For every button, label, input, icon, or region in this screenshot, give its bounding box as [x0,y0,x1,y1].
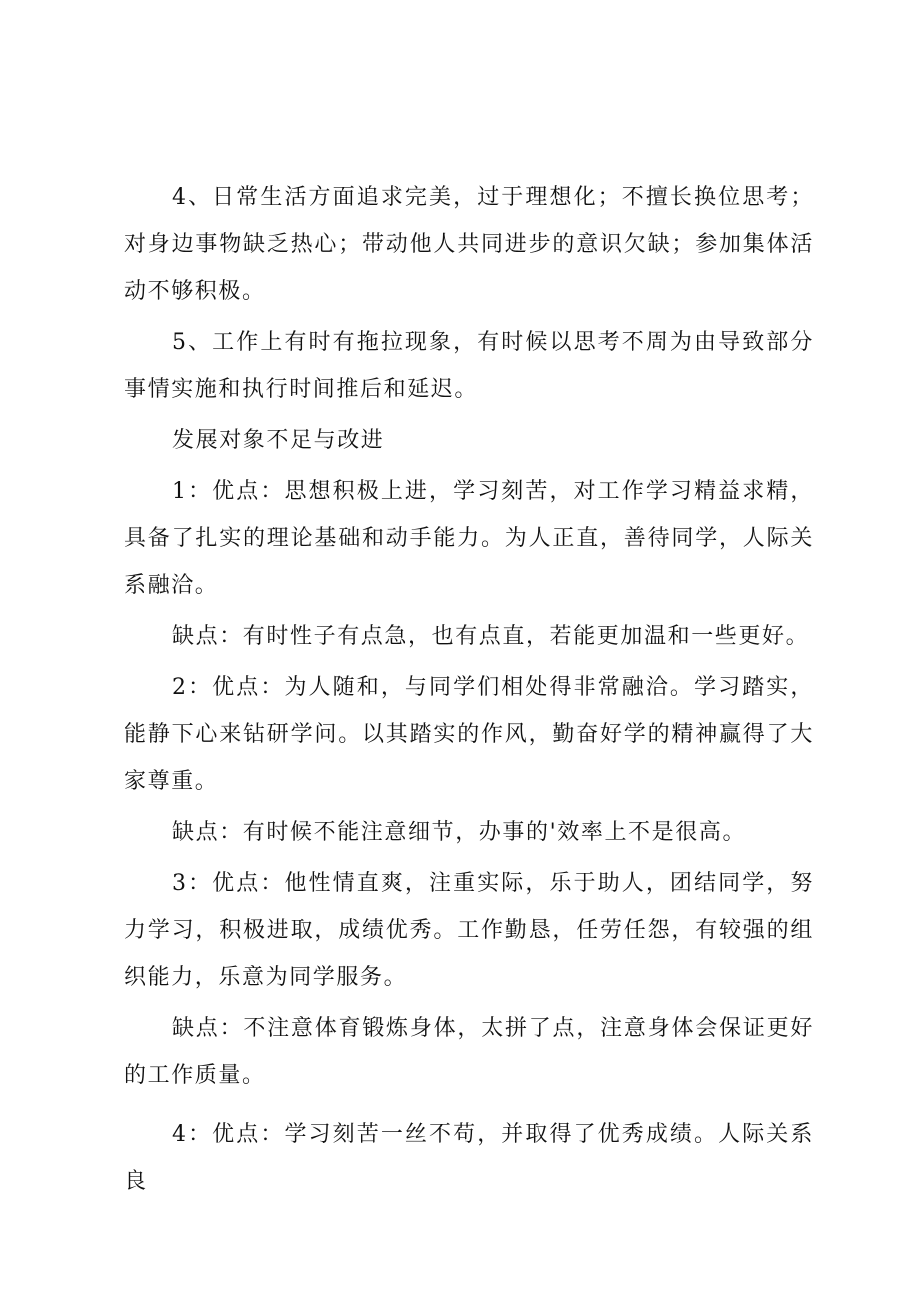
document-body [124,174,814,1205]
paragraph-weaknesses-3: 缺点：不注意体育锻炼身体，太拼了点，注意身体会保证更好的工作质量。 [124,1016,814,1088]
paragraph-item-4: 4、日常生活方面追求完美，过于理想化；不擅长换位思考；对身边事物缺乏热心；带动他人共同进步的意识欠缺；参加集体活动不够积极。 [124,185,814,304]
paragraph-strengths-2: 2：优点：为人随和，与同学们相处得非常融洽。学习踏实，能静下心来钻研学问。以其踏实的作风，勤奋好学的精神赢得了大家尊重。 [124,675,814,794]
paragraph-strengths-4: 4：优点：学习刻苦一丝不苟，并取得了优秀成绩。人际关系良 [124,1122,814,1194]
paragraph-weaknesses-2: 缺点：有时候不能注意细节，办事的'效率上不是很高。 [172,820,747,845]
paragraph-strengths-1: 1：优点：思想积极上进，学习刻苦，对工作学习精益求精，具备了扎实的理论基础和动手能力。为人正直，善待同学，人际关系融洽。 [124,479,814,598]
section-heading: 发展对象不足与改进 [172,428,385,453]
paragraph-strengths-3: 3：优点：他性情直爽，注重实际，乐于助人，团结同学，努力学习，积极进取，成绩优秀。工作勤恳，任劳任怨，有较强的组织能力，乐意为同学服务。 [124,871,814,990]
paragraph-item-5: 5、工作上有时有拖拉现象，有时候以思考不周为由导致部分事情实施和执行时间推后和延迟。 [124,330,814,402]
paragraph-weaknesses-1: 缺点：有时性子有点急，也有点直，若能更加温和一些更好。 [172,624,810,649]
